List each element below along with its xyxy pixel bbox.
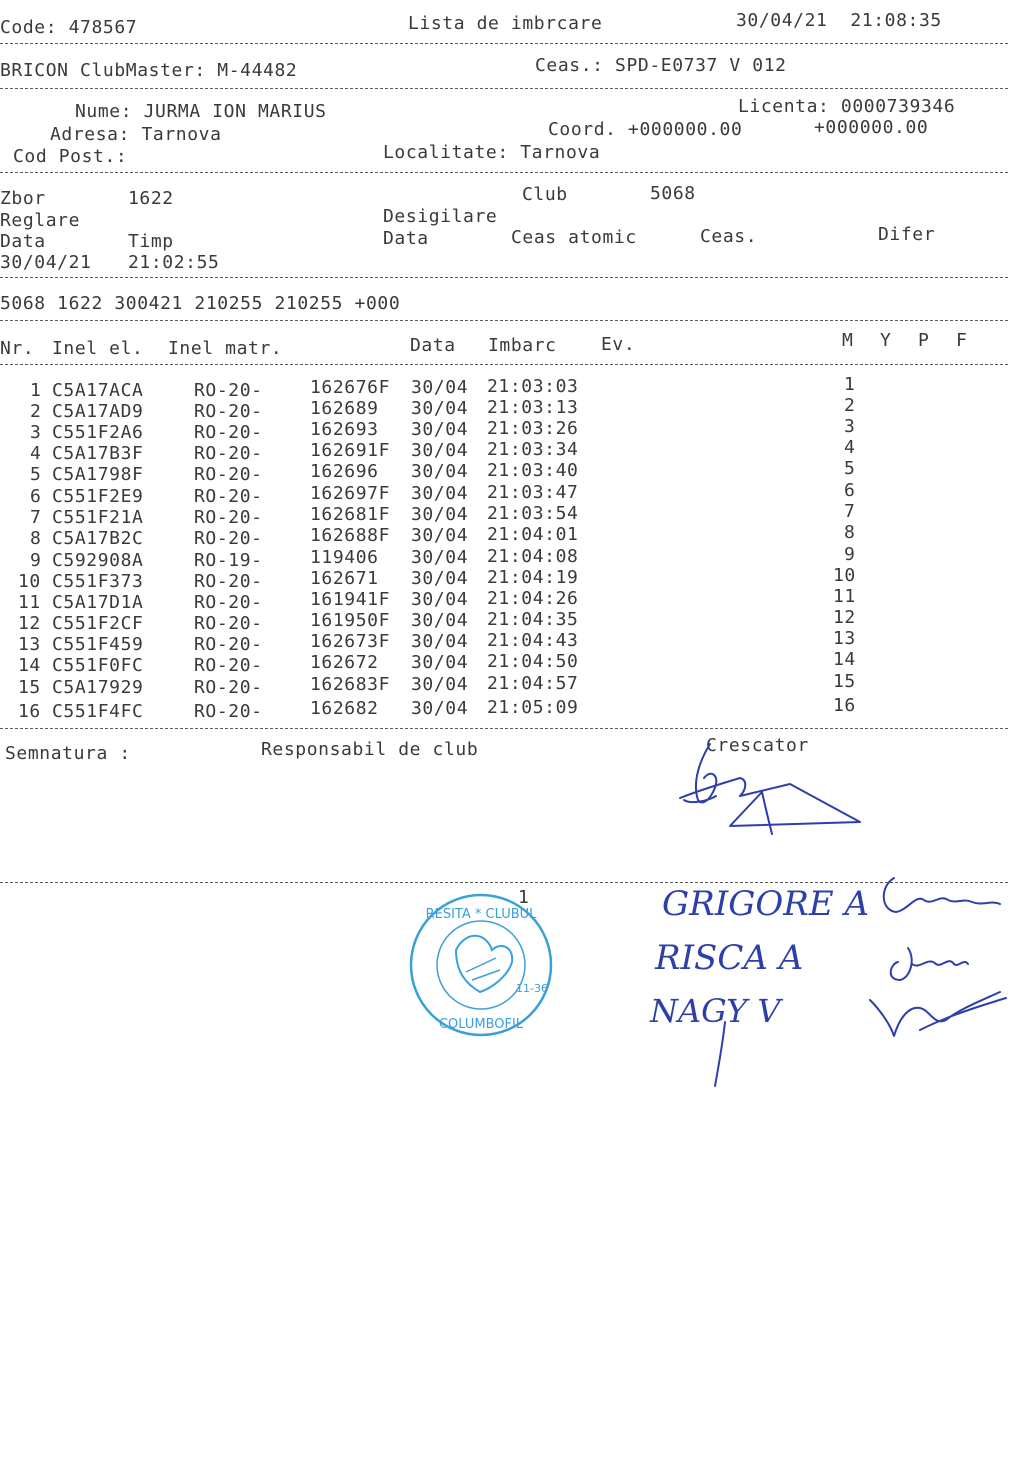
club-value: 5068 [650, 183, 696, 204]
row-nr: 7 [30, 507, 42, 528]
row-inel-prefix: RO-20- [194, 443, 263, 464]
owner-coord: Coord. +000000.00 [548, 119, 743, 140]
row-m: 2 [844, 395, 856, 416]
svg-text:COLUMBOFIL: COLUMBOFIL [438, 1017, 524, 1032]
table-row [0, 695, 1008, 723]
row-inel-number: 162682 [310, 698, 379, 719]
row-m: 7 [844, 501, 856, 522]
page-number: 1 [518, 887, 530, 908]
divider [0, 277, 1008, 278]
row-inel-el: C551F2CF [52, 613, 144, 634]
owner-license: Licenta: 0000739346 [738, 96, 956, 117]
row-date: 30/04 [411, 568, 469, 589]
col-p: P [918, 330, 930, 351]
difer-label: Difer [878, 224, 936, 245]
ceas-atomic-label: Ceas atomic [511, 227, 637, 248]
col-y: Y [880, 330, 892, 351]
table-row [0, 671, 1008, 699]
print-datetime: 30/04/21 21:08:35 [736, 10, 942, 31]
row-date: 30/04 [411, 652, 469, 673]
row-inel-el: C5A1798F [52, 464, 144, 485]
row-inel-number: 162673F [310, 631, 391, 652]
reglare-time: 21:02:55 [128, 252, 220, 273]
row-date: 30/04 [411, 674, 469, 695]
row-m: 3 [844, 416, 856, 437]
row-inel-el: C5A17AD9 [52, 401, 144, 422]
row-date: 30/04 [411, 483, 469, 504]
row-m: 15 [833, 671, 856, 692]
col-m: M [842, 330, 854, 351]
row-inel-el: C551F2E9 [52, 486, 144, 507]
owner-postcode: Cod Post.: [13, 146, 128, 167]
row-date: 30/04 [411, 461, 469, 482]
row-m: 14 [833, 649, 856, 670]
divider [0, 364, 1008, 365]
row-inel-el: C5A17929 [52, 677, 144, 698]
summary-line: 5068 1622 300421 210255 210255 +000 [0, 293, 401, 314]
row-time: 21:04:19 [487, 567, 579, 588]
row-m: 4 [844, 437, 856, 458]
row-inel-prefix: RO-20- [194, 401, 263, 422]
row-nr: 10 [18, 571, 41, 592]
row-nr: 9 [30, 550, 42, 571]
row-date: 30/04 [411, 610, 469, 631]
row-date: 30/04 [411, 698, 469, 719]
row-time: 21:04:08 [487, 546, 579, 567]
row-inel-number: 162672 [310, 652, 379, 673]
owner-locality: Localitate: Tarnova [383, 142, 601, 163]
row-inel-prefix: RO-20- [194, 634, 263, 655]
row-nr: 2 [30, 401, 42, 422]
row-nr: 3 [30, 422, 42, 443]
row-date: 30/04 [411, 504, 469, 525]
row-nr: 15 [18, 677, 41, 698]
row-inel-number: 162681F [310, 504, 391, 525]
reglare-label: Reglare [0, 210, 81, 231]
row-inel-el: C551F21A [52, 507, 144, 528]
divider [0, 320, 1008, 321]
row-time: 21:04:57 [487, 673, 579, 694]
row-date: 30/04 [411, 377, 469, 398]
col-data: Data [410, 335, 456, 356]
owner-address: Adresa: Tarnova [50, 124, 222, 145]
committee-signatures [850, 860, 1010, 1050]
col-nr: Nr. [0, 338, 35, 359]
row-inel-el: C551F2A6 [52, 422, 144, 443]
code-label: Code: 478567 [0, 17, 138, 38]
row-time: 21:04:01 [487, 524, 579, 545]
row-inel-el: C5A17B3F [52, 443, 144, 464]
row-time: 21:03:13 [487, 397, 579, 418]
row-inel-prefix: RO-20- [194, 701, 263, 722]
row-time: 21:03:26 [487, 418, 579, 439]
row-time: 21:03:03 [487, 376, 579, 397]
clock-id: Ceas.: SPD-E0737 V 012 [535, 55, 787, 76]
divider [0, 43, 1008, 44]
row-inel-number: 162696 [310, 461, 379, 482]
row-nr: 11 [18, 592, 41, 613]
timp-label: Timp [128, 231, 174, 252]
row-inel-el: C5A17B2C [52, 528, 144, 549]
row-inel-prefix: RO-20- [194, 613, 263, 634]
row-inel-prefix: RO-19- [194, 550, 263, 571]
row-inel-prefix: RO-20- [194, 571, 263, 592]
committee-name-2: RISCA A [655, 938, 804, 978]
row-time: 21:04:50 [487, 651, 579, 672]
owner-coord-2: +000000.00 [814, 117, 929, 138]
desigilare-label: Desigilare [383, 206, 498, 227]
row-inel-prefix: RO-20- [194, 507, 263, 528]
row-inel-prefix: RO-20- [194, 422, 263, 443]
divider [0, 172, 1008, 173]
row-inel-number: 161950F [310, 610, 391, 631]
row-inel-number: 162697F [310, 483, 391, 504]
row-date: 30/04 [411, 440, 469, 461]
ceas-label: Ceas. [700, 226, 758, 247]
row-m: 5 [844, 458, 856, 479]
row-date: 30/04 [411, 525, 469, 546]
row-time: 21:03:47 [487, 482, 579, 503]
row-time: 21:04:35 [487, 609, 579, 630]
svg-text:11-36: 11-36 [516, 982, 548, 995]
row-time: 21:03:54 [487, 503, 579, 524]
row-inel-prefix: RO-20- [194, 528, 263, 549]
row-inel-prefix: RO-20- [194, 486, 263, 507]
row-inel-number: 162676F [310, 377, 391, 398]
svg-text:RESITA * CLUBUL: RESITA * CLUBUL [425, 907, 537, 922]
owner-name: Nume: JURMA ION MARIUS [75, 101, 327, 122]
row-date: 30/04 [411, 631, 469, 652]
row-time: 21:04:43 [487, 630, 579, 651]
row-time: 21:04:26 [487, 588, 579, 609]
row-nr: 14 [18, 655, 41, 676]
col-ev: Ev. [601, 334, 636, 355]
row-nr: 6 [30, 486, 42, 507]
row-time: 21:03:40 [487, 460, 579, 481]
row-inel-el: C551F459 [52, 634, 144, 655]
row-time: 21:03:34 [487, 439, 579, 460]
row-inel-prefix: RO-20- [194, 592, 263, 613]
row-inel-el: C551F4FC [52, 701, 144, 722]
row-nr: 12 [18, 613, 41, 634]
row-nr: 16 [18, 701, 41, 722]
row-inel-number: 161941F [310, 589, 391, 610]
row-nr: 8 [30, 528, 42, 549]
row-nr: 4 [30, 443, 42, 464]
reglare-date: 30/04/21 [0, 252, 92, 273]
pen-stroke [705, 1020, 745, 1090]
row-m: 10 [833, 565, 856, 586]
document-title: Lista de imbrcare [408, 13, 603, 34]
row-date: 30/04 [411, 419, 469, 440]
row-inel-el: C551F0FC [52, 655, 144, 676]
row-m: 1 [844, 374, 856, 395]
row-inel-number: 162683F [310, 674, 391, 695]
committee-name-1: GRIGORE A [662, 884, 870, 924]
row-m: 9 [844, 544, 856, 565]
row-nr: 5 [30, 464, 42, 485]
row-inel-number: 162671 [310, 568, 379, 589]
zbor-value: 1622 [128, 188, 174, 209]
row-inel-number: 119406 [310, 547, 379, 568]
row-inel-el: C5A17D1A [52, 592, 144, 613]
row-date: 30/04 [411, 547, 469, 568]
row-inel-number: 162688F [310, 525, 391, 546]
row-inel-el: C5A17ACA [52, 380, 144, 401]
club-stamp-seal [396, 880, 566, 1050]
divider [0, 88, 1008, 89]
row-inel-prefix: RO-20- [194, 380, 263, 401]
desigilare-data-label: Data [383, 228, 429, 249]
divider [0, 728, 1008, 729]
row-inel-number: 162689 [310, 398, 379, 419]
row-m: 12 [833, 607, 856, 628]
row-date: 30/04 [411, 398, 469, 419]
row-inel-number: 162691F [310, 440, 391, 461]
row-inel-prefix: RO-20- [194, 464, 263, 485]
crescator-label: Crescator [706, 735, 809, 756]
row-inel-number: 162693 [310, 419, 379, 440]
row-date: 30/04 [411, 589, 469, 610]
breeder-signature [670, 730, 870, 840]
row-inel-el: C592908A [52, 550, 144, 571]
semnatura-label: Semnatura : [5, 743, 131, 764]
row-inel-el: C551F373 [52, 571, 144, 592]
club-label: Club [522, 184, 568, 205]
committee-name-3: NAGY V [650, 992, 781, 1030]
row-m: 13 [833, 628, 856, 649]
row-m: 8 [844, 522, 856, 543]
row-nr: 1 [30, 380, 42, 401]
col-inel-el: Inel el. [52, 338, 144, 359]
responsabil-label: Responsabil de club [261, 739, 479, 760]
data-label: Data [0, 231, 46, 252]
row-inel-prefix: RO-20- [194, 677, 263, 698]
row-nr: 13 [18, 634, 41, 655]
row-m: 11 [833, 586, 856, 607]
row-time: 21:05:09 [487, 697, 579, 718]
row-m: 6 [844, 480, 856, 501]
device-model: BRICON ClubMaster: M-44482 [0, 60, 298, 81]
zbor-label: Zbor [0, 188, 46, 209]
col-inel-matr: Inel matr. [168, 338, 283, 359]
col-imbarc: Imbarc [488, 335, 557, 356]
row-inel-prefix: RO-20- [194, 655, 263, 676]
col-f: F [956, 330, 968, 351]
row-m: 16 [833, 695, 856, 716]
